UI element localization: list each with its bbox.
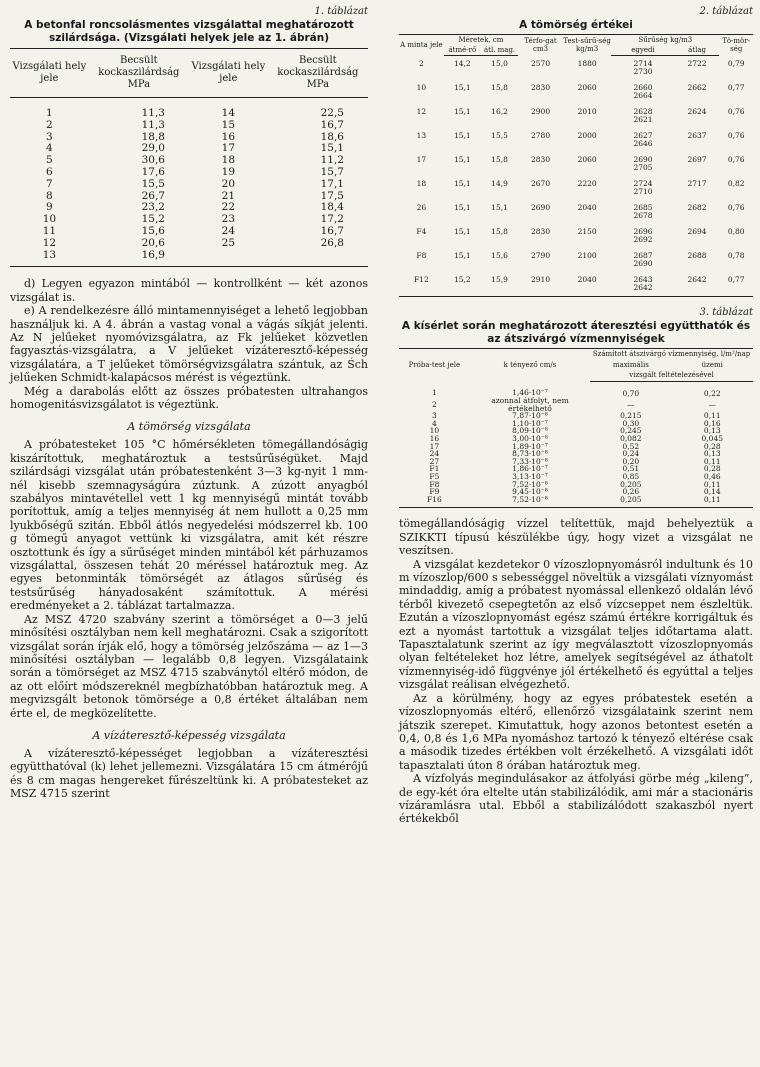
table-cell: 23,2 <box>141 201 165 214</box>
right-column <box>399 6 753 826</box>
table-cell: 20,6 <box>141 236 165 249</box>
table-cell: 15,6 <box>141 224 165 237</box>
table2-header: átl. mag. <box>481 45 518 56</box>
table-cell: 1,86·10⁻⁷ <box>512 464 548 474</box>
table-cell: 2010 <box>577 107 597 116</box>
table-cell: 15,6 <box>491 251 508 260</box>
table-row <box>399 458 753 466</box>
table-cell <box>611 272 674 297</box>
table-cell: 15,5 <box>491 131 508 140</box>
table2-body <box>399 56 753 297</box>
table-cell: 0,85 <box>622 472 640 482</box>
table-cell: 26,8 <box>320 236 344 249</box>
paragraph: A vízáteresztő-képességet legjobban a vízáteresztési együtthatóval (k) lehet jellemezni. Vizsgálatára 15 cm átmérőjű és 8 cm magas hengereket fűrészeltünk ki. A próbatesteket az MSZ 4715 szerint <box>10 746 368 801</box>
table-cell: 0,22 <box>703 388 721 398</box>
table-cell: 15,1 <box>320 142 344 155</box>
table-cell: — <box>627 399 635 409</box>
table-cell: 17,1 <box>320 177 344 190</box>
table-cell: 2220 <box>577 179 597 188</box>
table-cell: 15,8 <box>491 227 508 236</box>
table-row <box>10 202 368 214</box>
table-cell: 0,24 <box>622 449 640 459</box>
table-cell: 0,16 <box>703 418 721 428</box>
table-row <box>399 200 753 224</box>
table-row <box>399 443 753 451</box>
table-row <box>399 152 753 176</box>
table-cell: 1,89·10⁻⁷ <box>512 441 548 451</box>
table-cell: 5 <box>46 154 53 167</box>
table-cell: 11,3 <box>141 118 165 131</box>
table-row <box>399 488 753 496</box>
density-value: 2642 <box>633 283 653 292</box>
table3-header: Számított átszivárgó vízmennyiség, l/m²/nap <box>592 350 751 358</box>
table-cell <box>611 152 674 176</box>
table-cell: 0,045 <box>701 434 724 444</box>
table-cell: 2040 <box>577 203 597 212</box>
table-cell: 0,13 <box>703 449 721 459</box>
table-cell: 9 <box>46 201 53 214</box>
table-cell: 22,5 <box>320 107 344 119</box>
table-cell: 15,8 <box>491 83 508 92</box>
table-cell: 11 <box>42 224 57 237</box>
table-cell: azonnal átfolyt, nem értékelhető <box>491 396 569 413</box>
table-row <box>399 128 753 152</box>
table-row <box>399 176 753 200</box>
table-cell <box>189 250 268 267</box>
density-value: 2678 <box>633 211 653 220</box>
table-row <box>399 420 753 428</box>
table-row <box>10 143 368 155</box>
table2-header: Térfo-gat cm3 <box>524 37 557 54</box>
table-row <box>399 473 753 481</box>
table-cell: 24 <box>429 449 440 459</box>
table-cell: 21 <box>221 189 236 202</box>
table-cell: 16,2 <box>491 107 508 116</box>
table-cell: 15,1 <box>453 227 471 236</box>
table-row <box>10 226 368 238</box>
table-cell: 16,7 <box>320 118 344 131</box>
table-cell: 2662 <box>687 83 707 92</box>
table-cell: 2670 <box>531 179 551 188</box>
table-cell: 15,1 <box>453 155 471 164</box>
table-cell <box>611 248 674 272</box>
table-cell: 2060 <box>577 155 597 164</box>
table-cell: 0,20 <box>622 456 640 466</box>
table-cell: 2688 <box>687 251 707 260</box>
table-cell: 3,00·10⁻⁸ <box>512 434 548 444</box>
table3-header: maximális <box>612 360 649 369</box>
table-cell: 16 <box>429 434 440 444</box>
table-cell: F16 <box>427 494 442 504</box>
density-value: 2643 <box>633 275 653 284</box>
table-cell: 23 <box>221 213 236 226</box>
table-cell: 2 <box>46 118 53 131</box>
density-value: 2690 <box>633 259 653 268</box>
table-row <box>399 427 753 435</box>
table-cell: 2780 <box>531 131 551 140</box>
table-cell <box>268 250 368 267</box>
table-cell: 15,1 <box>453 107 471 116</box>
table-cell: 16 <box>221 130 236 143</box>
paragraph: A vizsgálat kezdetekor 0 vízoszlopnyomásról indultunk és 10 m vízoszlop/600 s sebességgel növeltük a vizsgálati víznyomást mindaddig, amíg a próbatest nyomással ellenkező oldalán lévő térből kivezető csepegtetőn az első vízcseppet nem észleltük. Ezután a vízoszlopnyomást egész számú értékre korrigáltuk és ezt a nyomást tartottuk a vizsgálat teljes időtartama alatt. Tapasztalatunk szerint az így megválasztott vízoszlopnyomás olyan feltételeket hoz létre, amelyek segítségével az áthatolt vízmennyiség-idő függvénye jól értékelhető és egyúttal a teljes vizsgálat reálisan elvégezhető. <box>399 557 753 692</box>
table1-body <box>10 98 368 267</box>
table1-header: Becsült kockaszilárdság MPa <box>268 49 368 98</box>
table-cell: 17 <box>416 155 427 164</box>
table-cell: 2690 <box>531 203 551 212</box>
table-cell: 12 <box>42 236 57 249</box>
table-cell: 0,215 <box>620 411 642 421</box>
table-cell: 4 <box>432 418 437 428</box>
table-cell: 2000 <box>577 131 597 140</box>
table-cell: 7,52·10⁻⁸ <box>512 479 548 489</box>
table-cell: 8,73·10⁻⁸ <box>512 449 548 459</box>
table-cell <box>611 200 674 224</box>
table-row <box>10 155 368 167</box>
density-value: 2724 <box>633 179 653 188</box>
table2-header: A minta jele <box>400 41 443 50</box>
table-cell: 2722 <box>687 59 707 68</box>
table-cell: 15 <box>221 118 236 131</box>
table-cell: 0,46 <box>703 472 721 482</box>
table-cell: 14,9 <box>491 179 508 188</box>
table-cell: 0,82 <box>727 179 745 188</box>
table-cell: 2682 <box>687 203 707 212</box>
table-cell: 30,6 <box>141 154 165 167</box>
table-cell: 0,79 <box>727 58 745 68</box>
table-cell: 0,11 <box>703 411 721 421</box>
table3-header: Próba-test jele <box>408 360 461 369</box>
table-row <box>399 435 753 443</box>
table-cell: 15,8 <box>491 155 508 164</box>
table-cell: 0,13 <box>703 426 721 436</box>
table-cell: 0,205 <box>620 494 642 504</box>
table3 <box>399 348 753 508</box>
table-cell: 3 <box>432 411 437 421</box>
table-row <box>399 224 753 248</box>
table-cell: 2900 <box>531 107 551 116</box>
table-row <box>399 397 753 412</box>
table-cell: 11,2 <box>320 154 344 167</box>
table-row <box>10 191 368 203</box>
table-cell: F9 <box>429 487 440 497</box>
section-heading: A tömörség vizsgálata <box>127 420 251 434</box>
density-value: 2710 <box>633 187 653 196</box>
table-cell: 0,77 <box>727 83 745 92</box>
table-row <box>10 98 368 120</box>
table-cell: 20 <box>221 177 236 190</box>
table-cell: 0,76 <box>727 203 745 212</box>
table-row <box>399 450 753 458</box>
table-row <box>399 104 753 128</box>
table-cell <box>611 56 674 81</box>
table-cell: 0,082 <box>620 434 642 444</box>
table-cell: 18 <box>416 179 427 188</box>
table2-label: 2. táblázat <box>699 6 753 17</box>
table-cell: 7,33·10⁻⁸ <box>512 456 548 466</box>
table-cell: 15,1 <box>453 131 471 140</box>
table2 <box>399 34 753 297</box>
table-cell: 8,09·10⁻⁸ <box>512 426 548 436</box>
table-row <box>399 56 753 81</box>
table-cell: 2830 <box>531 227 551 236</box>
table-cell: 17,2 <box>320 213 344 226</box>
paragraph: Még a darabolás előtt az összes próbatesten ultrahangos homogenitásvizsgálatot is végeztünk. <box>10 384 368 412</box>
table-cell: 1 <box>432 388 437 398</box>
table-cell: 15,1 <box>453 203 471 212</box>
density-value: 2714 <box>633 59 653 68</box>
table-cell: 6 <box>46 165 53 178</box>
table-cell: 2830 <box>531 83 551 92</box>
table-cell: 14 <box>221 107 236 119</box>
table-cell: 17,5 <box>320 189 344 202</box>
table-row <box>10 250 368 267</box>
table-row <box>10 179 368 191</box>
paragraph: A vízfolyás megindulásakor az átfolyási görbe még „kileng”, de egy-két óra eltelte után stabilizálódik, ami már a stacionáris vízáramlásra utal. Ebből a stabilizálódott szakaszból nyert értékekből <box>399 772 753 826</box>
table-cell: 10 <box>42 213 57 226</box>
paragraph: Az MSZ 4720 szabvány szerint a tömörséget a 0—3 jelű minősítési osztályban nem kell meghatározni. Csak a szigorított vizsgálat során írják elő, hogy a tömörség jelzőszáma — az 1—3 minősítési osztályban — legalább 0,8 legyen. Vizsgálataink során a tömörséget az MSZ 4715 szabványtól eltérő módon, de az ott előírt módszereknél megbízhatóbban határoztuk meg. A megvizsgált betonok tömörsége a 0,8 értéket általában nem érte el, de megközelítette. <box>10 612 368 720</box>
table-cell: 0,76 <box>727 131 745 140</box>
table-cell: F1 <box>429 464 440 474</box>
paragraph: d) Legyen egyazon mintából — kontrollként — két azonos vizsgálat is. <box>10 277 368 304</box>
table-row <box>399 381 753 397</box>
table-cell: 2830 <box>531 155 551 164</box>
table-cell: 7,52·10⁻⁸ <box>512 494 548 504</box>
table-cell: 0,30 <box>622 418 640 428</box>
table1-header: Vizsgálati hely jele <box>10 49 89 98</box>
table-cell: 27 <box>429 456 440 466</box>
table-row <box>399 465 753 473</box>
table-cell: 8 <box>46 189 53 202</box>
table-cell: 13 <box>42 248 57 261</box>
table-row <box>10 120 368 132</box>
table1-title: A betonfal roncsolásmentes vizsgálattal meghatározott szilárdsága. (Vizsgálati helyek jele az 1. ábrán) <box>24 19 354 44</box>
table-cell <box>611 176 674 200</box>
table-cell: 17,6 <box>141 165 165 178</box>
table2-header: Sűrűség kg/m3 <box>638 36 693 44</box>
paragraph: e) A rendelkezésre álló mintamennyiséget a lehető legjobban használjuk ki. A 4. ábrán a vastag vonal a vágás síkját jelenti. Az N jelűeket nyomóvizsgálatra, az Fk jelűeket közvetlen fagyasztás-vizsgálatra, a V jelűeket vízáteresztő-képesség vizsgálatára, a T jelűeket tömörségvizsgálatra szántuk, az Śch jelűeken Schmidt-kalapácsos mérést is végeztünk. <box>10 304 368 385</box>
table-cell <box>611 224 674 248</box>
table-cell: F4 <box>416 227 427 236</box>
table-cell: 15,0 <box>491 59 508 68</box>
table-cell: 2624 <box>687 107 707 116</box>
table-cell: 7,87·10⁻⁸ <box>512 411 548 421</box>
table-row <box>399 481 753 489</box>
table-cell: 0,77 <box>727 275 745 284</box>
table-cell: 26 <box>416 203 427 212</box>
table-cell: 3 <box>46 130 53 143</box>
table-cell: 2060 <box>577 83 597 92</box>
table3-header: k tényező cm/s <box>503 360 557 369</box>
table-cell: 9,45·10⁻⁸ <box>512 487 548 497</box>
table-cell: 13 <box>416 131 427 140</box>
table-cell: F12 <box>413 275 429 284</box>
table-row <box>10 132 368 144</box>
table3-body <box>399 381 753 508</box>
table-cell: 15,1 <box>453 83 471 92</box>
table-cell: 15,1 <box>491 203 508 212</box>
table-cell: 17 <box>429 441 440 451</box>
table-cell: 22 <box>221 201 236 214</box>
table-cell: 2040 <box>577 275 597 284</box>
paragraph: Az a körülmény, hogy az egyes próbatestek esetén a vízoszlopnyomás eltérő, ellenőrző vizsgálataink szerint nem játszik szerepet. Kimutattuk, hogy azonos betontest esetén a 0,4, 0,8 és 1,6 MPa nyomáshoz tartozó k tényező eltérése csak a második tizedes értékben volt érzékelhető. A vizsgálati időt tapasztalati úton 8 órában határoztuk meg. <box>399 691 753 772</box>
density-value: 2664 <box>633 91 653 100</box>
table2-header: Test-sűrű-ség kg/m3 <box>563 37 611 54</box>
table-cell: 14,2 <box>453 59 471 68</box>
table-cell: 10 <box>429 426 440 436</box>
table2-title: A tömörség értékei <box>519 19 633 31</box>
table-cell: 0,76 <box>727 107 745 116</box>
table-cell: 0,80 <box>727 227 745 236</box>
table-cell: 2100 <box>577 251 597 260</box>
table-cell: 29,0 <box>141 142 165 155</box>
section-heading: A vízáteresztő-képesség vizsgálata <box>92 728 286 742</box>
right-text <box>399 517 753 825</box>
table3-label: 3. táblázat <box>699 307 753 318</box>
table-cell: 0,78 <box>727 251 745 260</box>
table-row <box>399 272 753 297</box>
table-cell: 15,1 <box>453 251 471 260</box>
table-cell: 2697 <box>687 155 707 164</box>
table-cell: 0,11 <box>703 479 721 489</box>
table-cell: 11,3 <box>141 107 165 119</box>
table-cell: 10 <box>416 83 427 92</box>
table-cell: 15,5 <box>141 177 165 190</box>
table-cell: 18,4 <box>320 201 344 214</box>
table2-header: átmé-rő <box>444 45 481 56</box>
table-cell: F5 <box>429 472 440 482</box>
table-cell <box>611 104 674 128</box>
density-value: 2705 <box>633 163 653 172</box>
table-cell: 0,11 <box>703 456 721 466</box>
table-cell: 2150 <box>577 227 597 236</box>
table-row <box>10 238 368 250</box>
table-row <box>10 167 368 179</box>
table-cell: F8 <box>429 479 440 489</box>
table-cell: 18 <box>221 154 236 167</box>
table-cell: 4 <box>46 142 53 155</box>
table-cell: 0,245 <box>620 426 642 436</box>
density-value: 2685 <box>633 203 653 212</box>
table-cell: 0,14 <box>703 487 721 497</box>
table-cell: 1880 <box>577 58 597 68</box>
density-value: 2690 <box>633 155 653 164</box>
table-cell: 0,28 <box>703 464 721 474</box>
table-cell: 15,2 <box>453 275 471 284</box>
table-cell: F8 <box>416 251 427 260</box>
density-value: 2646 <box>633 139 653 148</box>
density-value: 2730 <box>633 67 653 76</box>
table2-header: egyedi <box>611 45 674 56</box>
table-cell: 1,46·10⁻⁷ <box>512 388 548 398</box>
table-cell: 0,51 <box>622 464 640 474</box>
table-cell: 3,13·10⁻⁷ <box>512 472 548 482</box>
table-cell: — <box>708 399 717 409</box>
table-cell <box>611 128 674 152</box>
paragraph: tömegállandóságig vízzel telítettük, majd behelyeztük a SZIKKTI típusú készülékbe úgy, hogy vizet a vizsgálat ne veszítsen. <box>399 517 753 558</box>
table-cell: 18,6 <box>320 130 344 143</box>
density-value: 2621 <box>633 115 653 124</box>
table3-header: vizsgált feltételezésével <box>590 370 753 381</box>
table-cell: 16,7 <box>320 224 344 237</box>
table-cell: 16,9 <box>141 248 165 261</box>
paragraph: A próbatesteket 105 °C hőmérsékleten tömegállandóságig kiszárítottuk, meghatároztuk a testsűrűségüket. Majd szilárdsági vizsgálat után próbatestenként 3—3 kg-nyit 1 mm-nél kisebb szemnagyságúra zúztunk. A zúzott anyagból szabályos mintavétellel vett 1 kg mennyiségű mintát tovább porítottuk, amíg a teljes mennyiség át nem hullott a 0,25 mm lyukbőségű szitán. Ebből átlós negyedelési módszerrel kb. 100 g tömegű anyagot vettünk ki vizsgálatra, amit két részre osztottunk és így a sűrűséget minden mintából két párhuzamos vizsgálattal, összesen tehát 20 méréssel határoztuk meg. Az egyes betonminták tömörségét az átlagos sűrűség és testsűrűség hányadosaként számítottuk. A mérési eredményeket a 2. táblázat tartalmazza. <box>10 438 368 613</box>
left-text <box>10 277 368 800</box>
table-cell: 2790 <box>531 251 551 260</box>
table1-label: 1. táblázat <box>314 6 368 17</box>
table-cell: 2 <box>418 58 424 68</box>
density-value: 2627 <box>633 131 653 140</box>
density-value: 2660 <box>633 83 653 92</box>
table-row <box>10 214 368 226</box>
table-cell: 0,205 <box>620 479 642 489</box>
table-cell <box>611 80 674 104</box>
table-cell: 2910 <box>531 275 551 284</box>
table-cell: 0,26 <box>622 487 640 497</box>
table-cell: 12 <box>416 107 427 116</box>
table1-header: Vizsgálati hely jele <box>189 49 268 98</box>
table-cell: 0,11 <box>703 494 721 504</box>
table-row <box>399 496 753 508</box>
density-value: 2696 <box>633 227 653 236</box>
table-cell: 15,9 <box>491 275 508 284</box>
table-cell: 0,76 <box>727 155 745 164</box>
table-cell: 0,28 <box>703 441 721 451</box>
table-row <box>399 412 753 420</box>
table-cell: 25 <box>221 236 236 249</box>
table-cell: 15,1 <box>453 179 471 188</box>
table-cell: 2570 <box>531 58 551 68</box>
table-cell: 15,7 <box>320 165 344 178</box>
table-cell: 24 <box>221 224 236 237</box>
table-cell: 19 <box>221 165 236 178</box>
table-cell: 26,7 <box>141 189 165 202</box>
table-cell: 2637 <box>687 131 707 140</box>
table1 <box>10 48 368 267</box>
table-cell: 15,2 <box>141 213 165 226</box>
density-value: 2692 <box>633 235 653 244</box>
left-column <box>10 6 368 801</box>
table-cell: 2717 <box>687 179 707 188</box>
density-value: 2687 <box>633 251 653 260</box>
table-row <box>399 248 753 272</box>
table-cell: 18,8 <box>141 130 165 143</box>
table2-header: Tö-mör-ség <box>722 37 750 54</box>
density-value: 2628 <box>633 107 653 116</box>
table-cell: 2694 <box>687 227 707 236</box>
table-cell: 0,52 <box>622 441 640 451</box>
table3-title: A kísérlet során meghatározott áteresztési együtthatók és az átszivárgó vízmennyiségek <box>401 320 751 345</box>
table2-header: Méretek, cm <box>458 36 504 44</box>
table3-header: üzemi <box>701 360 723 369</box>
table-cell: 0,70 <box>622 388 640 398</box>
table1-header: Becsült kockaszilárdság MPa <box>89 49 189 98</box>
table-cell: 2 <box>432 399 437 409</box>
table-row <box>399 80 753 104</box>
table-cell: 1,10·10⁻⁷ <box>512 418 548 428</box>
table-cell: 1 <box>46 107 53 119</box>
table-cell: 7 <box>46 177 53 190</box>
table2-header: átlag <box>675 45 720 56</box>
table-cell: 2642 <box>687 275 707 284</box>
table-cell: 17 <box>221 142 236 155</box>
